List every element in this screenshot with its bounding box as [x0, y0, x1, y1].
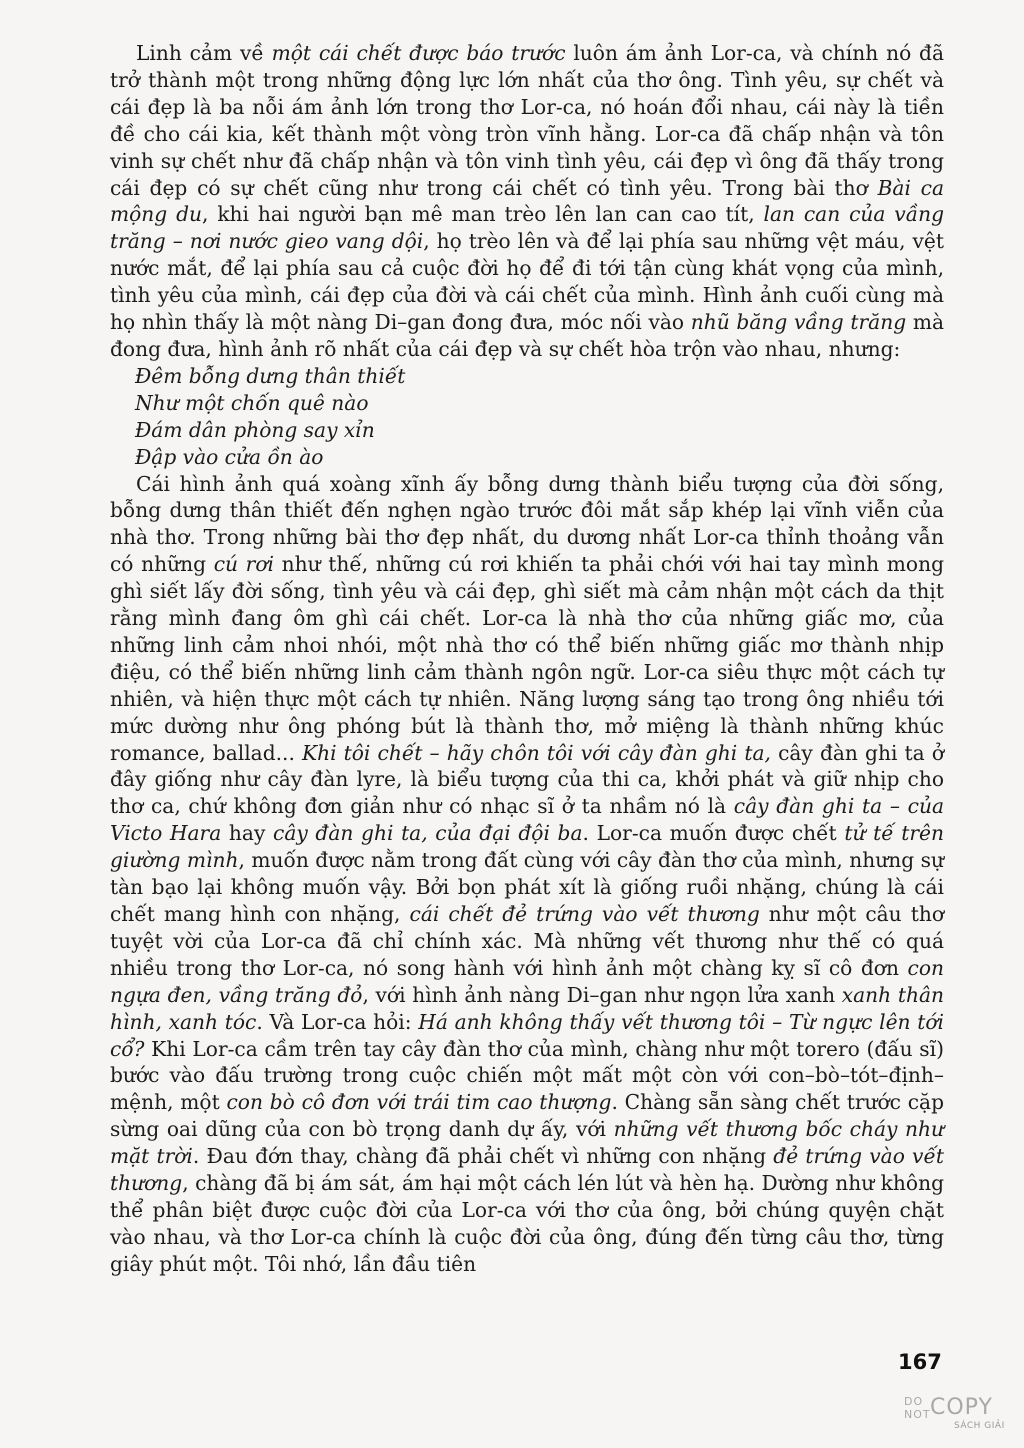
watermark-not: NOT: [904, 1408, 931, 1421]
text-run: . Chàng sẵn sàng chết trước cặp sừng oai dũng của con bò trọng danh dự ấy, với: [110, 1090, 944, 1142]
text-run: cây đàn ghi ta ở đây giống như cây đàn lyre, là biểu tượng của thi ca, khởi phát và giữ nhịp cho thơ ca, chứ không đơn giản như có nhạc sĩ ở ta nhầm nó là: [110, 740, 944, 819]
text-run: , với hình ảnh nàng Di–gan như ngọn lửa xanh: [362, 982, 842, 1007]
text-run: hay: [221, 821, 274, 846]
italic-run: cây đàn ghi ta – của Victo Hara: [110, 794, 944, 846]
page-body: [110, 40, 944, 1278]
poem-excerpt: [110, 363, 944, 471]
poem-line-3: Đám dân phòng say xỉn: [135, 417, 375, 442]
italic-run: đẻ trứng vào vết thương: [110, 1144, 944, 1196]
paragraph-1: [110, 40, 944, 363]
italic-run: Bài ca mộng du: [110, 175, 944, 227]
text-run: luôn ám ảnh Lor-ca, và chính nó đã trở thành một trong những động lực lớn nhất của thơ ông. Tình yêu, sự chết và cái đẹp là ba nỗi ám ảnh lớn trong thơ Lor-ca, nó hoán đổi nhau, cái này là tiền đề cho cái kia, kết thành một vòng tròn vĩnh hằng. Lor-ca đã chấp nhận và tôn vinh sự chết như đã chấp nhận và tôn vinh tình yêu, cái đẹp vì ông đã thấy trong cái đẹp có sự chết cũng như trong cái chết có tình yêu. Trong bài thơ: [110, 41, 945, 200]
italic-run: những vết thương bốc cháy như mặt trời: [110, 1117, 944, 1169]
poem-line-2: Như một chốn quê nào: [135, 390, 369, 415]
italic-run: cây đàn ghi ta, của đại đội ba: [273, 821, 583, 846]
italic-run: Khi tôi chết – hãy chôn tôi với cây đàn ghi ta,: [302, 740, 771, 765]
italic-run: cú rơi: [213, 552, 274, 577]
poem-line-4: Đập vào cửa ồn ào: [135, 444, 324, 469]
watermark-copy: COPY: [930, 1395, 993, 1420]
italic-run: con bò cô đơn với trái tim cao thượng: [226, 1090, 612, 1115]
italic-run: một cái chết được báo trước: [271, 41, 566, 65]
text-run: , muốn được nằm trong đất cùng với cây đàn thơ của mình, nhưng sự tàn bạo lại không muốn vậy. Bởi bọn phát xít là giống ruồi nhặng, chúng là cái chết mang hình con nhặng,: [110, 848, 944, 926]
text-run: như thế, những cú rơi khiến ta phải chới với hai tay mình mong ghì siết lấy đời sống, tình yêu và cái đẹp, ghì siết mà cảm nhận một cách da thịt rằng mình đang ôm ghì cái chết. Lor-ca là nhà thơ của những giấc mơ, của những linh cảm nhoi nhói, một nhà thơ có thể biến những giấc mơ thành nhịp điệu, có thể biến những linh cảm thành ngôn ngữ. Lor-ca siêu thực một cách tự nhiên, và hiện thực một cách tự nhiên. Năng lượng sáng tạo trong ông nhiều tới mức dường như ông phóng bút là thành thơ, mở miệng là thành những khúc romance, ballad...: [110, 552, 944, 765]
text-run: Cái hình ảnh quá xoàng xĩnh ấy bỗng dưng thành biểu tượng của đời sống, bỗng dưng thân thiết đến nghẹn ngào trước đôi mắt sắp khép lại vĩnh viễn của nhà thơ. Trong những bài thơ đẹp nhất, du dương nhất Lor-ca thỉnh thoảng vẫn có những: [110, 471, 944, 577]
italic-run: xanh thân hình, xanh tóc: [110, 982, 944, 1034]
text-run: , khi hai người bạn mê man trèo lên lan can cao tít,: [202, 202, 764, 227]
text-run: Linh cảm về: [136, 41, 272, 65]
text-run: . Và Lor-ca hỏi:: [256, 1009, 419, 1034]
text-run: , họ trèo lên và để lại phía sau những vệt máu, vệt nước mắt, để lại phía sau cả cuộc đời họ để đi tới tận cùng khát vọng của mình, tình yêu của mình, cái đẹp của đời và cái chết của mình. Hình ảnh cuối cùng mà họ nhìn thấy là một nàng Di–gan đong đưa, móc nối vào: [110, 229, 944, 335]
paragraph-2: [110, 471, 944, 1278]
text-run: , chàng đã bị ám sát, ám hại một cách lén lút và hèn hạ. Dường như không thể phân biệt được cuộc đời của Lor-ca với thơ của ông, bởi chúng quyện chặt vào nhau, và thơ Lor-ca chính là cuộc đời của ông, đúng đến từng câu thơ, từng giây phút một. Tôi nhớ, lần đầu tiên: [110, 1171, 944, 1276]
italic-run: nhũ băng vầng trăng: [690, 310, 907, 335]
text-run: như một câu thơ tuyệt vời của Lor-ca đã chỉ chính xác. Mà những vết thương như thế có quá nhiều trong thơ Lor-ca, nó song hành với hình ảnh một chàng kỵ sĩ cô đơn: [110, 902, 944, 980]
italic-run: lan can của vầng trăng – nơi nước gieo vang dội: [110, 202, 944, 254]
text-run: . Lor-ca muốn được chết: [582, 821, 845, 846]
text-run: . Đau đớn thay, chàng đã phải chết vì những con nhặng: [192, 1144, 774, 1169]
text-run: mà đong đưa, hình ảnh rõ nhất của cái đẹp và sự chết hòa trộn vào nhau, nhưng:: [110, 310, 944, 361]
italic-run: Há anh không thấy vết thương tôi – Từ ngực lên tới cổ?: [110, 1009, 944, 1061]
watermark-do: DO: [904, 1395, 924, 1408]
italic-run: con ngựa đen, vầng trăng đỏ: [110, 955, 944, 1007]
watermark-sub: SÁCH GIẢI: [954, 1421, 1005, 1431]
page-number: 167: [898, 1350, 942, 1374]
poem-line-1: Đêm bỗng dưng thân thiết: [135, 363, 406, 388]
watermark: [904, 1395, 1016, 1445]
italic-run: tử tế trên giường mình: [110, 821, 944, 873]
text-run: Khi Lor-ca cầm trên tay cây đàn thơ của mình, chàng như một torero (đấu sĩ) bước vào đấu trường trong cuộc chiến một mất một còn với con–bò–tót–định–mệnh, một: [110, 1036, 944, 1115]
italic-run: cái chết đẻ trứng vào vết thương: [409, 902, 760, 926]
